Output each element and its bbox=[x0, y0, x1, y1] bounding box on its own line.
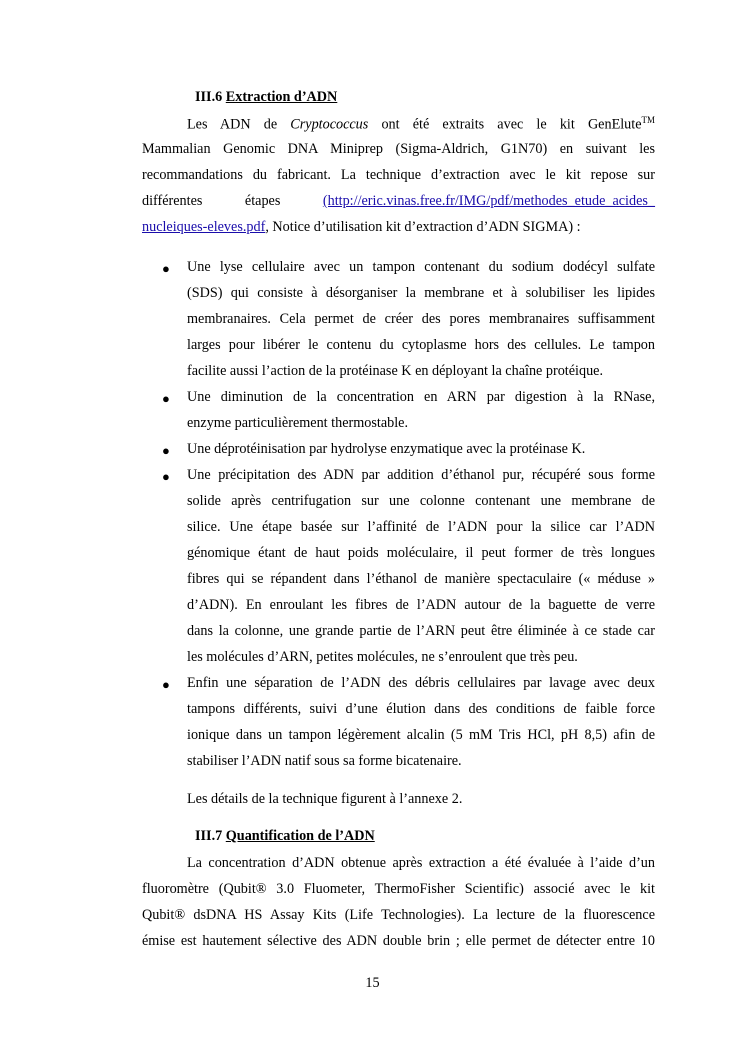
section-title: Extraction d’ADN bbox=[225, 89, 338, 105]
quant-line-2: fluoromètre (Qubit® 3.0 Fluometer, ThermoFisher Scientific) associé avec le kit bbox=[142, 881, 655, 897]
bullet-4-line: solide après centrifugation sur une colonne contenant une membrane de bbox=[187, 493, 655, 509]
bullet-1-line: Une lyse cellulaire avec un tampon contenant du sodium dodécyl sulfate bbox=[187, 259, 655, 275]
intro-text: étapes bbox=[244, 193, 281, 209]
intro-text: ont été extraits avec le kit GenElute bbox=[381, 116, 642, 133]
quant-line-3: Qubit® dsDNA HS Assay Kits (Life Technologies). La lecture de la fluorescence bbox=[142, 907, 655, 923]
intro-line-1 bbox=[187, 115, 655, 134]
quant-line-1: La concentration d’ADN obtenue après extraction a été évaluée à l’aide d’un bbox=[187, 855, 655, 871]
bullet-1-line: larges pour libérer le contenu du cytoplasme hors des cellules. Le tampon bbox=[187, 337, 655, 353]
bullet-4-line: Une précipitation des ADN par addition d’éthanol pur, récupéré sous forme bbox=[187, 467, 655, 483]
bullet-4-line: dans la colonne, une grande partie de l’ARN peut être éliminée à ce stade car bbox=[187, 623, 655, 639]
bullet-5-line: Enfin une séparation de l’ADN des débris cellulaires par lavage avec deux bbox=[187, 675, 655, 691]
bullet-1-line: facilite aussi l’action de la protéinase K en déployant la chaîne protéique. bbox=[187, 363, 604, 379]
genus-name: Cryptococcus bbox=[290, 116, 369, 133]
reference-link[interactable]: (http://eric.vinas.free.fr/IMG/pdf/methodes_etude_acides_ bbox=[322, 193, 656, 209]
intro-text: Les ADN de bbox=[187, 116, 278, 133]
bullet-5-line: stabiliser l’ADN natif sous sa forme bicatenaire. bbox=[187, 753, 462, 769]
bullet-5-line: tampons différents, suivi d’une élution dans des conditions de faible force bbox=[187, 701, 655, 717]
section-number: III.6 bbox=[195, 89, 223, 105]
bullet-dot: ● bbox=[162, 391, 170, 406]
section-title: Quantification de l’ADN bbox=[225, 828, 375, 844]
bullet-4-line: d’ADN). En enroulant les fibres de l’ADN autour de la baguette de verre bbox=[187, 597, 655, 613]
section-number: III.7 bbox=[195, 828, 223, 844]
intro-text: différentes bbox=[142, 193, 203, 209]
bullet-5-line: ionique dans un tampon légèrement alcalin (5 mM Tris HCl, pH 8,5) afin de bbox=[187, 727, 655, 743]
bullet-dot: ● bbox=[162, 469, 170, 484]
bullet-dot: ● bbox=[162, 677, 170, 692]
page-number: 15 bbox=[365, 975, 380, 991]
section-heading-quantification bbox=[195, 828, 375, 845]
bullet-1-line: membranaires. Cela permet de créer des pores membranaires suffisamment bbox=[187, 311, 655, 327]
annex-note: Les détails de la technique figurent à l’annexe 2. bbox=[187, 791, 463, 807]
bullet-dot: ● bbox=[162, 443, 170, 458]
trademark-sup: TM bbox=[641, 115, 656, 125]
bullet-4-line: les molécules d’ARN, petites molécules, ne s’enroulent que très peu. bbox=[187, 649, 578, 665]
bullet-4-line: silice. Une étape basée sur l’affinité de l’ADN pour la silice car l’ADN bbox=[187, 519, 655, 535]
bullet-4-line: fibres qui se répandent dans l’éthanol de manière spectaculaire (« méduse » bbox=[187, 571, 655, 587]
bullet-2-line: enzyme particulièrement thermostable. bbox=[187, 415, 408, 431]
bullet-dot: ● bbox=[162, 261, 170, 276]
bullet-2-line: Une diminution de la concentration en ARN par digestion à la RNase, bbox=[187, 389, 655, 405]
section-heading-extraction bbox=[195, 89, 337, 106]
intro-line-2: Mammalian Genomic DNA Miniprep (Sigma-Aldrich, G1N70) en suivant les bbox=[142, 141, 655, 157]
intro-text: , Notice d’utilisation kit d’extraction d’ADN SIGMA) : bbox=[265, 219, 581, 235]
reference-link-cont[interactable]: nucleiques-eleves.pdf bbox=[142, 219, 266, 235]
intro-line-5 bbox=[142, 219, 655, 236]
intro-line-3: recommandations du fabricant. La technique d’extraction avec le kit repose sur bbox=[142, 167, 655, 183]
bullet-4-line: génomique étant de haut poids moléculaire, il peut former de très longues bbox=[187, 545, 655, 561]
intro-line-4 bbox=[142, 193, 655, 210]
bullet-3-line: Une déprotéinisation par hydrolyse enzymatique avec la protéinase K. bbox=[187, 441, 586, 457]
bullet-1-line: (SDS) qui consiste à désorganiser la membrane et à solubiliser les lipides bbox=[187, 285, 655, 301]
quant-line-4: émise est hautement sélective des ADN double brin ; elle permet de détecter entre 10 bbox=[142, 933, 655, 949]
